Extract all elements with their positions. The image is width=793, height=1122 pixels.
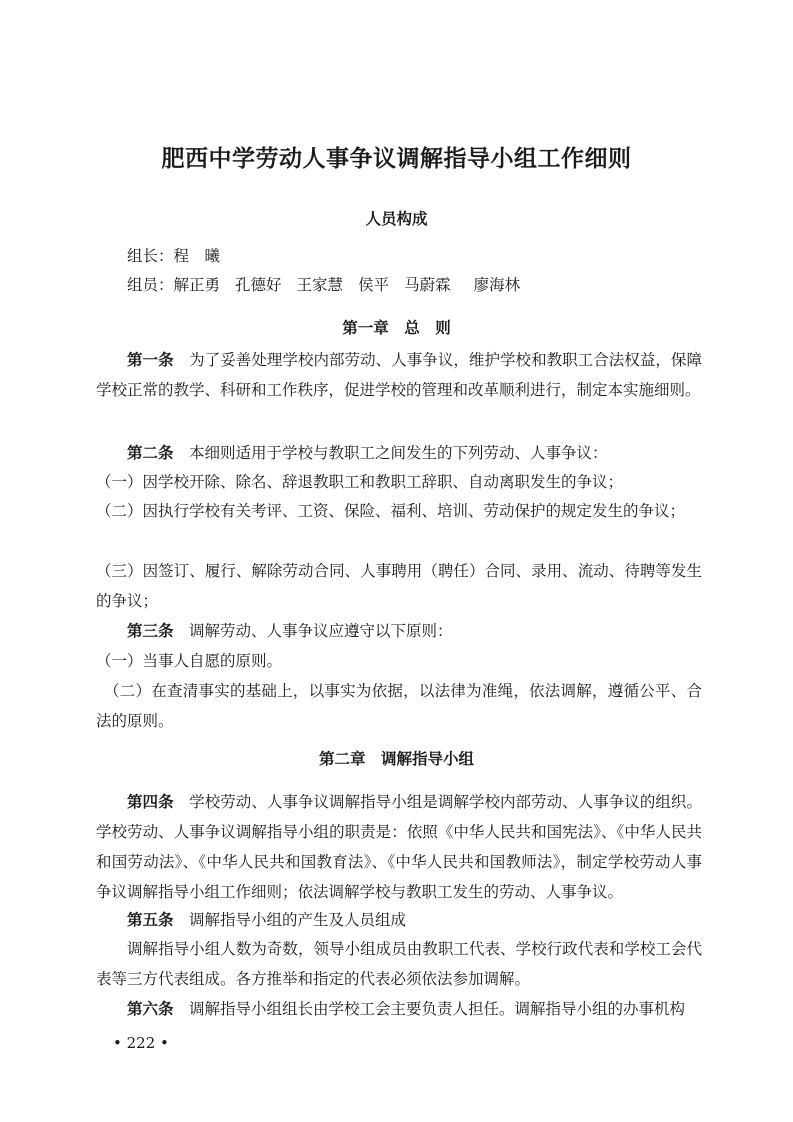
leader-name: 程 曦 xyxy=(173,247,221,265)
article-number: 第一条 xyxy=(127,351,174,369)
article-4 xyxy=(96,787,702,907)
article-5-body: 调解指导小组人数为奇数，领导小组成员由教职工代表、学校行政代表和学校工会代表等三方代表组成。各方推举和指定的代表必须依法参加调解。 xyxy=(96,940,702,988)
article-text: 调解劳动、人事争议应遵守以下原则： xyxy=(189,622,453,640)
article-number: 第四条 xyxy=(127,793,174,811)
article-2-item-2: （二）因执行学校有关考评、工资、保险、福利、培训、劳动保护的规定发生的争议； xyxy=(96,502,686,520)
article-3 xyxy=(96,616,702,646)
page-number: • 222 • xyxy=(113,1034,169,1052)
article-number: 第五条 xyxy=(127,911,174,929)
article-3-item-2: （二）在查清事实的基础上，以事实为依据，以法律为准绳，依法调解，遵循公平、合法的原则。 xyxy=(96,682,702,730)
member-name: 孔德好 xyxy=(235,276,282,294)
members-line xyxy=(127,275,520,295)
member-name: 廖海林 xyxy=(473,276,521,294)
article-5 xyxy=(96,905,702,935)
article-3-item-1: （一）当事人自愿的原则。 xyxy=(96,652,283,670)
article-text: 学校劳动、人事争议调解指导小组是调解学校内部劳动、人事争议的组织。学校劳动、人事争议调解指导小组的职责是：依照《中华人民共和国宪法》、《中华人民共和国劳动法》、《中华人民共和国教育法》、《中华人民共和国教师法》，制定学校劳动人事争议调解指导小组工作细则；依法调解学校与教职工发生的劳动、人事争议。 xyxy=(96,793,702,901)
article-number: 第六条 xyxy=(127,1000,174,1018)
member-name: 王家慧 xyxy=(296,276,344,294)
article-number: 第二条 xyxy=(127,444,174,462)
leader-label: 组长： xyxy=(127,247,174,265)
article-6 xyxy=(96,994,702,1024)
personnel-heading: 人员构成 xyxy=(365,210,428,228)
article-2-item-1: （一）因学校开除、除名、辞退教职工和教职工辞职、自动离职发生的争议； xyxy=(96,473,624,491)
article-number: 第三条 xyxy=(127,622,174,640)
article-text: 本细则适用于学校与教职工之间发生的下列劳动、人事争议： xyxy=(189,444,608,462)
member-name: 侯平 xyxy=(358,276,390,294)
article-text: 调解指导小组的产生及人员组成 xyxy=(189,911,407,929)
document-title: 肥西中学劳动人事争议调解指导小组工作细则 xyxy=(161,146,632,172)
article-text: 为了妥善处理学校内部劳动、人事争议，维护学校和教职工合法权益，保障学校正常的教学、科研和工作秩序，促进学校的管理和改革顺利进行，制定本实施细则。 xyxy=(96,351,702,399)
chapter1-heading: 第一章 总 则 xyxy=(342,319,451,337)
members-label: 组员： xyxy=(127,276,174,294)
leader-line xyxy=(127,246,220,266)
member-name: 解正勇 xyxy=(173,276,221,294)
chapter2-heading: 第二章 调解指导小组 xyxy=(318,750,474,768)
member-name: 马蔚霖 xyxy=(404,276,451,294)
article-2-item-3: （三）因签订、履行、解除劳动合同、人事聘用（聘任）合同、录用、流动、待聘等发生的争议； xyxy=(96,562,702,610)
article-1 xyxy=(96,345,702,405)
article-2 xyxy=(96,438,702,468)
article-text: 调解指导小组组长由学校工会主要负责人担任。调解指导小组的办事机构 xyxy=(189,1000,686,1018)
